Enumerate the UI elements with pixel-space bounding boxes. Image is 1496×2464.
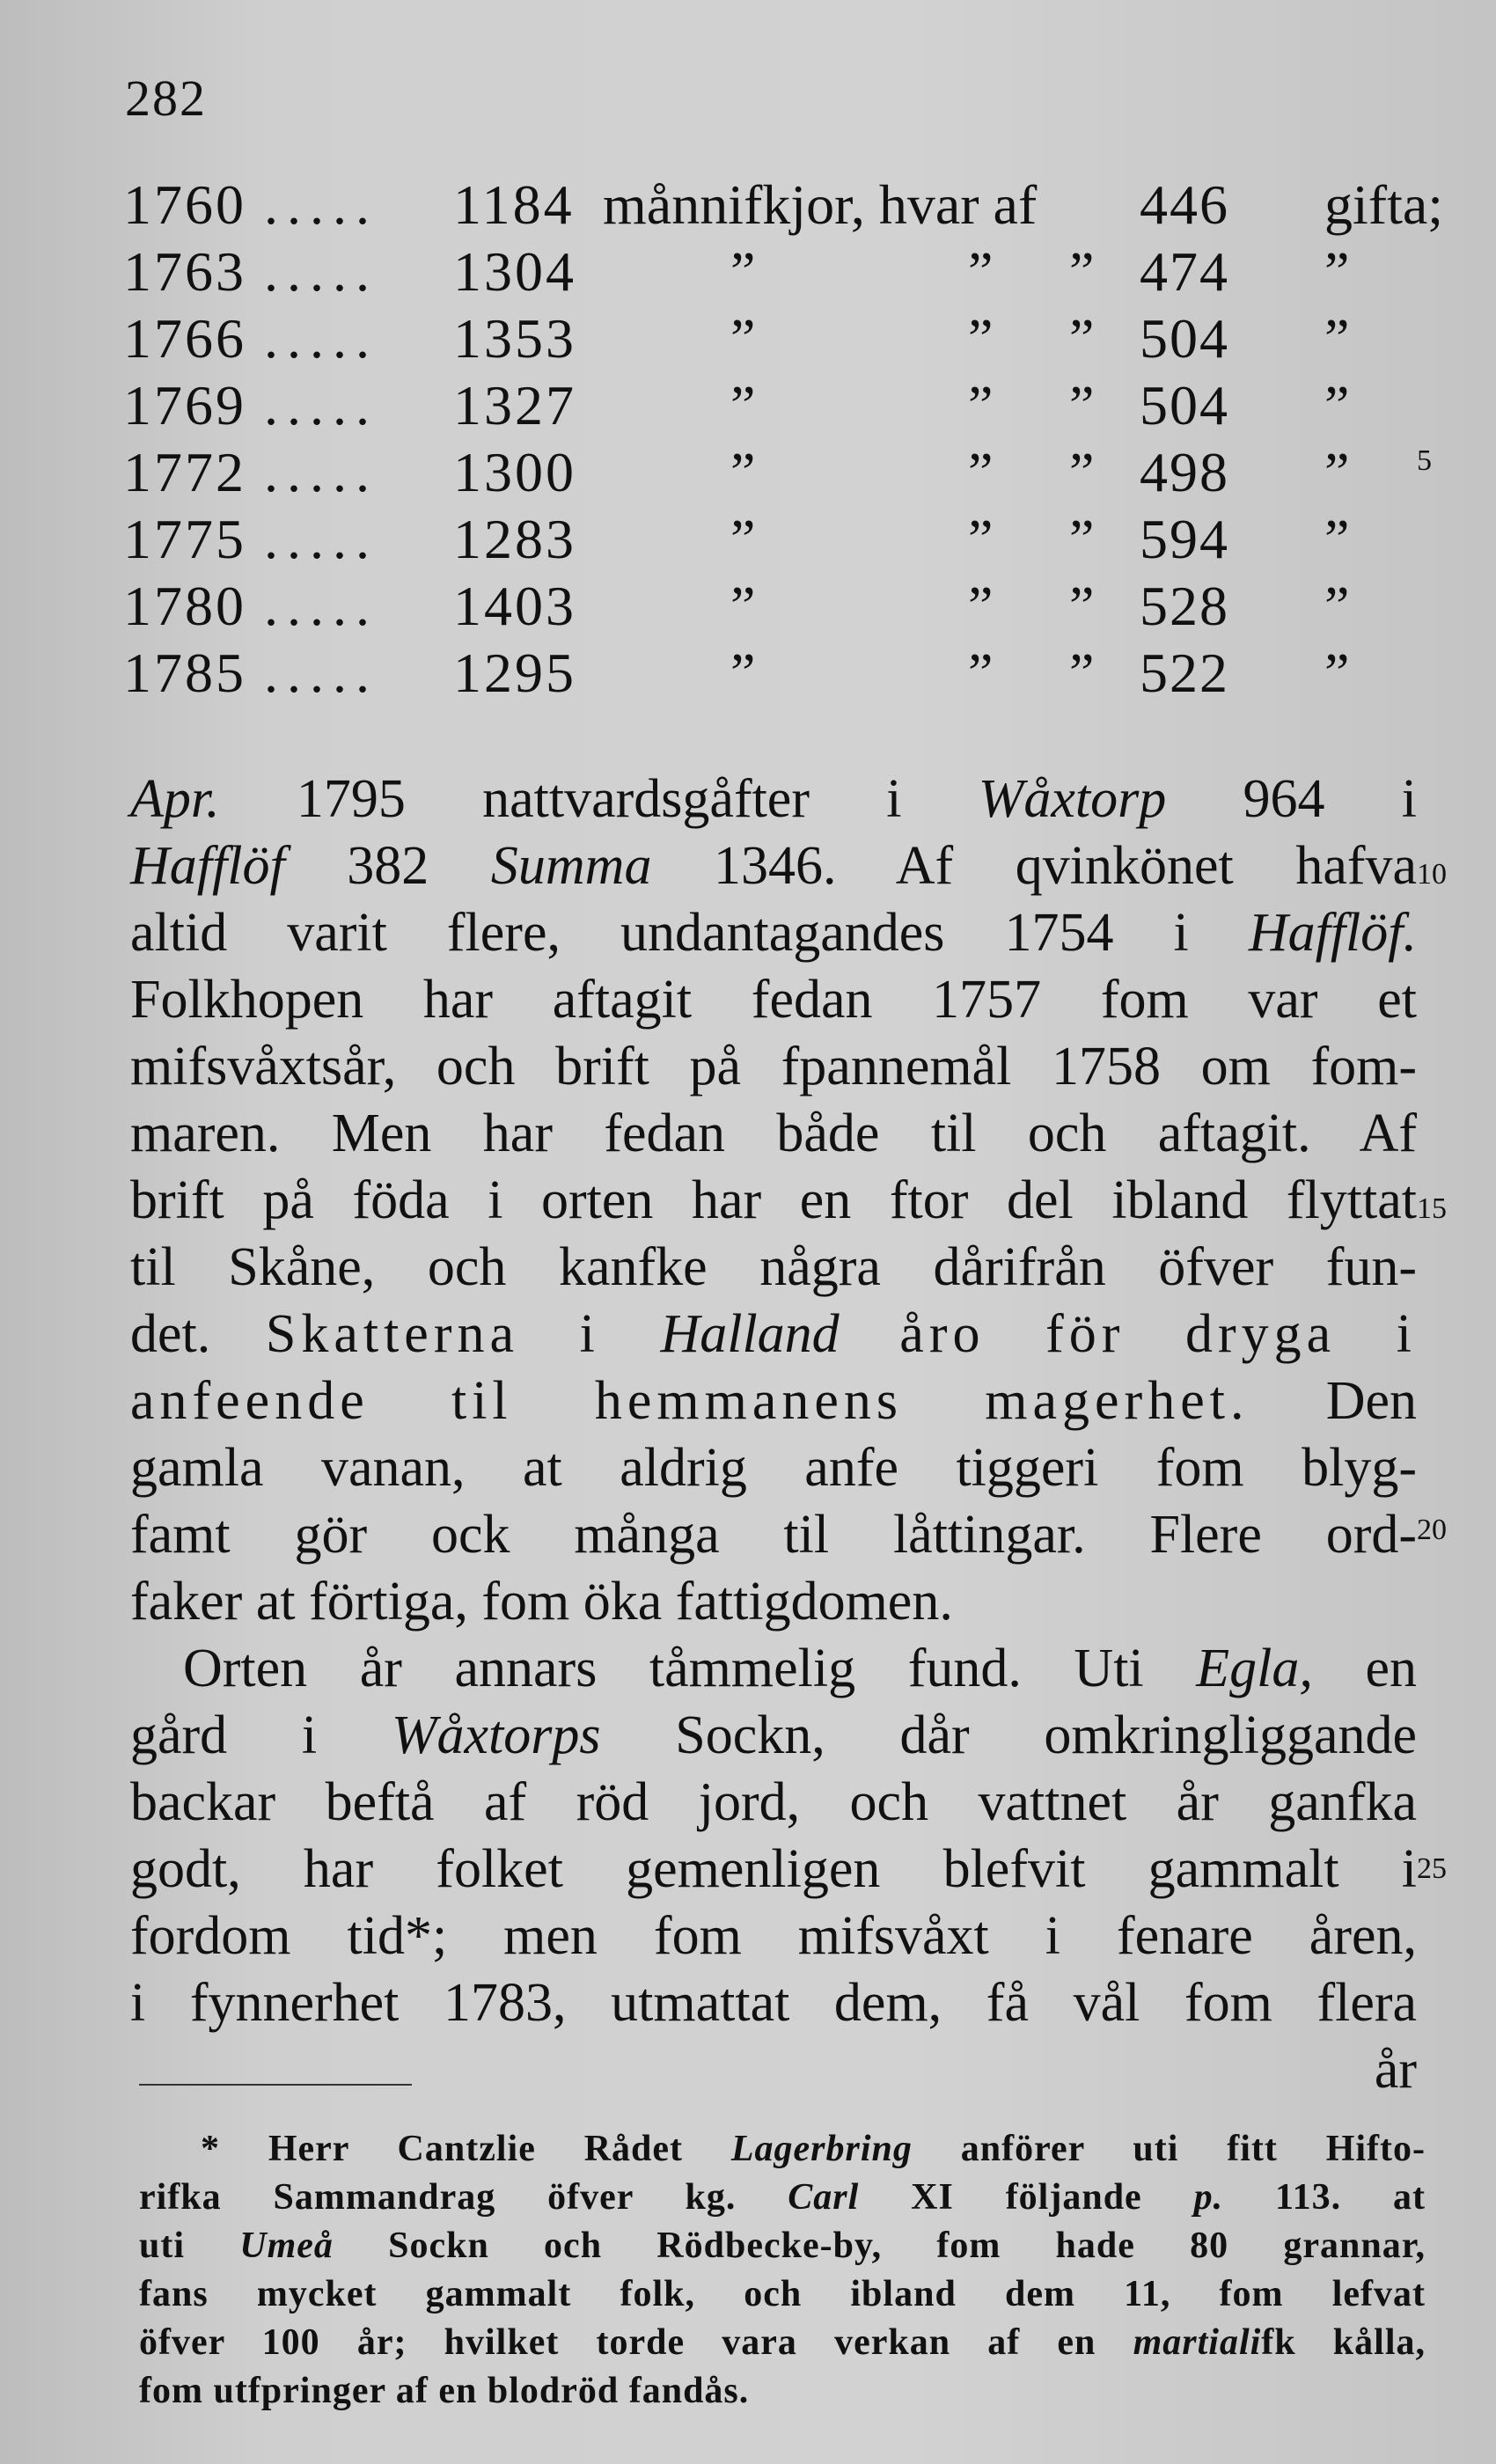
married-count: 522 — [1140, 642, 1229, 704]
text-italic: Hafflöf — [130, 836, 285, 896]
text-span: XI följande — [859, 2177, 1194, 2218]
text-line: faker at förtiga, fom öka fattigdomen. — [130, 1572, 953, 1632]
population: 1300 — [453, 441, 576, 503]
text-line — [130, 1368, 1417, 1434]
ditto-mark: ” — [1069, 307, 1095, 370]
text-line: gamla vanan, at aldrig anfe tiggeri fom blyg- — [130, 1438, 1417, 1498]
ditto-mark: ” — [730, 642, 756, 704]
footnote-line: fom utfpringer af en blodröd fandås. — [139, 2371, 750, 2411]
text-line: maren. Men har fedan både til och aftagit. Af — [130, 1104, 1417, 1163]
ditto-mark: ” — [1324, 508, 1350, 570]
text-line — [130, 1301, 1417, 1368]
text-span: Sockn, dår omkringliggande — [600, 1705, 1417, 1765]
text-span: 113. at — [1223, 2177, 1426, 2218]
ditto-mark: ” — [1069, 508, 1095, 570]
footnote-line: fans mycket gammalt folk, och ibland dem 11, fom lefvat — [139, 2274, 1426, 2314]
text-line: godt, har folket gemenligen blefvit gammalt i — [130, 1839, 1417, 1899]
text-line: Folkhopen har aftagit fedan 1757 fom var et — [130, 970, 1417, 1030]
text-span: 1346. Af qvinkönet hafva — [651, 836, 1418, 896]
text-span: * Herr Cantzlie Rådet — [201, 2129, 731, 2169]
margin-line-number: 20 — [1417, 1514, 1447, 1546]
text-span: rifka Sammandrag öfver kg. — [139, 2177, 788, 2218]
ditto-mark: ” — [1324, 374, 1350, 436]
body-text — [130, 766, 1417, 2103]
ditto-mark: ” — [968, 508, 994, 570]
table-row — [123, 573, 1408, 640]
text-span: gård i — [130, 1705, 392, 1765]
text-span: fk kålla, — [1261, 2322, 1426, 2363]
text-italic: Lagerbring — [730, 2129, 913, 2169]
text-spaced: åro för dryga i — [839, 1304, 1417, 1364]
text-line — [130, 832, 1417, 899]
text-line — [130, 1702, 1417, 1769]
table-row — [123, 640, 1408, 707]
margin-line-number: 15 — [1417, 1192, 1447, 1225]
margin-line-number: 10 — [1417, 858, 1447, 891]
text-spaced: anfeende til hemmanens magerhet. — [130, 1371, 1250, 1431]
ditto-mark: ” — [968, 240, 994, 303]
text-italic: Carl — [788, 2177, 860, 2218]
text-italic: Halland — [660, 1304, 840, 1364]
table-row — [123, 238, 1408, 305]
table-row — [123, 372, 1408, 439]
footnote-line — [139, 2125, 1426, 2174]
year: 1766 — [123, 307, 246, 370]
text-span: öfver 100 år; hvilket torde vara verkan af en — [139, 2322, 1133, 2363]
ditto-mark: ” — [968, 441, 994, 503]
text-line — [130, 1635, 1417, 1702]
leader-dots: ..... — [264, 307, 378, 370]
ditto-mark: ” — [1069, 240, 1095, 303]
footnote — [139, 2125, 1426, 2416]
year: 1769 — [123, 374, 246, 436]
table-row — [123, 439, 1408, 506]
margin-line-number: 25 — [1417, 1852, 1447, 1885]
text-spaced: Skatterna i — [265, 1304, 661, 1364]
population: 1403 — [453, 575, 576, 637]
text-span: altid varit flere, undantagandes 1754 i — [130, 903, 1249, 963]
page-number: 282 — [125, 70, 207, 127]
year: 1780 — [123, 575, 246, 637]
text-span: en — [1312, 1639, 1417, 1698]
text-italic: Hafflöf. — [1248, 903, 1417, 963]
text-italic: Wåxtorp — [978, 769, 1167, 829]
ditto-mark: ” — [730, 307, 756, 370]
ditto-mark: ” — [968, 575, 994, 637]
footnote-line — [139, 2319, 1426, 2367]
leader-dots: ..... — [264, 441, 378, 503]
population: 1295 — [453, 642, 576, 704]
footnote-line — [139, 2174, 1426, 2222]
text-italic: p. — [1193, 2177, 1224, 2218]
text-line: i fynnerhet 1783, utmattat dem, få vål fom flera — [130, 1973, 1417, 2033]
text-span: Sockn och Rödbecke-by, fom hade 80 grannar, — [333, 2226, 1426, 2266]
year: 1772 — [123, 441, 246, 503]
ditto-mark: ” — [730, 374, 756, 436]
text-span: Orten år annars tåmmelig fund. Uti — [183, 1639, 1197, 1698]
text-italic: Umeå — [239, 2226, 334, 2266]
ditto-mark: ” — [1324, 575, 1350, 637]
ditto-mark: ” — [1324, 441, 1350, 503]
footnote-rule — [139, 2084, 412, 2086]
text-line: brift på föda i orten har en ftor del ibland flyttat — [130, 1170, 1417, 1230]
leader-dots: ..... — [264, 173, 378, 236]
population: 1283 — [453, 508, 576, 570]
text-line: til Skåne, och kanfke några dårifrån öfver fun- — [130, 1237, 1417, 1297]
leader-dots: ..... — [264, 508, 378, 570]
ditto-mark: ” — [968, 374, 994, 436]
ditto-mark: ” — [730, 575, 756, 637]
population: 1327 — [453, 374, 576, 436]
ditto-mark: ” — [1324, 240, 1350, 303]
text-line: mifsvåxtsår, och brift på fpannemål 1758 om fom- — [130, 1037, 1417, 1096]
leader-dots: ..... — [264, 575, 378, 637]
married-count: 498 — [1140, 441, 1229, 503]
population: 1353 — [453, 307, 576, 370]
ditto-mark: ” — [968, 307, 994, 370]
ditto-mark: ” — [1324, 307, 1350, 370]
ditto-mark: ” — [730, 441, 756, 503]
population-table — [123, 172, 1444, 707]
table-row — [123, 305, 1408, 372]
married-count: 528 — [1140, 575, 1229, 637]
text-line: fordom tid*; men fom mifsvåxt i fenare åren, — [130, 1906, 1417, 1966]
leader-dots: ..... — [264, 240, 378, 303]
text-line — [130, 899, 1417, 966]
text-span: det. — [130, 1304, 266, 1364]
margin-line-number: 5 — [1417, 444, 1432, 477]
ditto-mark: ” — [968, 642, 994, 704]
year: 1763 — [123, 240, 246, 303]
text-span: Den — [1249, 1371, 1417, 1431]
text-span: anförer uti fitt Hifto- — [912, 2129, 1426, 2169]
married-count: 594 — [1140, 508, 1229, 570]
text-italic: Egla, — [1196, 1639, 1313, 1698]
text-line: famt gör ock många til låttingar. Flere ord- — [130, 1505, 1417, 1565]
text-italic: Summa — [490, 836, 652, 896]
text-line: backar beftå af röd jord, och vattnet år ganfka — [130, 1772, 1417, 1832]
year: 1760 — [123, 173, 246, 236]
ditto-mark: ” — [730, 508, 756, 570]
married-count: 446 — [1140, 173, 1229, 236]
footnote-line — [139, 2222, 1426, 2270]
table-row — [123, 506, 1408, 573]
ditto-mark: ” — [1069, 642, 1095, 704]
leader-dots: ..... — [264, 374, 378, 436]
row-text: månnifkjor, hvar af — [603, 173, 1038, 236]
married-count: 504 — [1140, 307, 1229, 370]
ditto-mark: ” — [1324, 642, 1350, 704]
text-span: uti — [139, 2226, 240, 2266]
leader-dots: ..... — [264, 642, 378, 704]
text-span: 964 i — [1166, 769, 1417, 829]
ditto-mark: ” — [730, 240, 756, 303]
text-italic: Wåxtorps — [391, 1705, 601, 1765]
catchword: år — [1374, 2040, 1417, 2100]
text-italic: Apr. — [130, 769, 220, 829]
text-span: 382 — [284, 836, 491, 896]
ditto-mark: ” — [1069, 374, 1095, 436]
married-count: 474 — [1140, 240, 1229, 303]
text-italic: martiali — [1133, 2322, 1262, 2363]
row-tail: gifta; — [1324, 173, 1444, 236]
ditto-mark: ” — [1069, 441, 1095, 503]
population: 1184 — [453, 173, 575, 236]
year: 1785 — [123, 642, 246, 704]
year: 1775 — [123, 508, 246, 570]
ditto-mark: ” — [1069, 575, 1095, 637]
text-line — [130, 766, 1417, 832]
text-span: 1795 nattvardsgåfter i — [219, 769, 979, 829]
population: 1304 — [453, 240, 576, 303]
married-count: 504 — [1140, 374, 1229, 436]
table-row — [123, 172, 1444, 238]
